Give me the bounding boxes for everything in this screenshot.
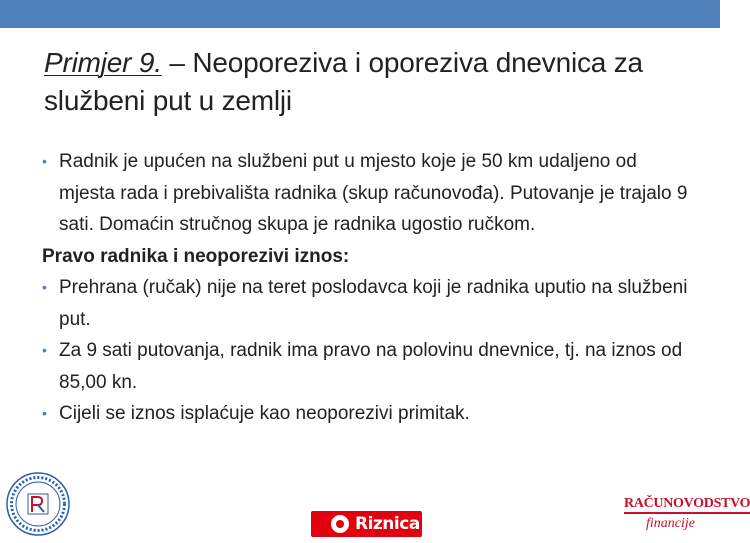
racunovodstvo-financije-logo	[624, 496, 750, 540]
riznica-logo-text: Riznica	[355, 514, 420, 534]
bullet-item	[42, 335, 692, 398]
riznica-logo	[311, 511, 422, 537]
financije-logo-text: financije	[646, 516, 695, 531]
slide-content	[42, 146, 692, 430]
title-prefix: Primjer 9.	[44, 47, 162, 78]
racunovodstvo-logo-text: RAČUNOVODSTVO	[624, 496, 750, 514]
bullet-text: Radnik je upućen na službeni put u mjesto koje je 50 km udaljeno od mjesta rada i prebivališta radnika (skup računovođa). Putovanje je trajalo 9 sati. Domaćin stručnog skupa je radnika ugostio ručkom.	[59, 151, 688, 235]
bullet-item	[42, 398, 692, 430]
bullet-text: Prehrana (ručak) nije na teret poslodavca koji je radnika uputio na službeni put.	[59, 277, 688, 330]
slide-title	[44, 44, 694, 120]
bullet-item	[42, 146, 692, 241]
bullet-item	[42, 272, 692, 335]
bullet-icon: •	[42, 405, 47, 421]
title-rest: – Neoporeziva i oporeziva dnevnica za službeni put u zemlji	[44, 47, 643, 116]
section-heading: Pravo radnika i neoporezivi iznos:	[42, 245, 350, 267]
bullet-icon: •	[42, 153, 47, 169]
association-seal-logo	[4, 470, 72, 538]
riznica-mark-icon	[331, 515, 349, 533]
bullet-icon: •	[42, 342, 47, 358]
bullet-text: Cijeli se iznos isplaćuje kao neoporezivi primitak.	[59, 403, 470, 424]
top-bar	[0, 0, 720, 28]
bullet-text: Za 9 sati putovanja, radnik ima pravo na polovinu dnevnice, tj. na iznos od 85,00 kn.	[59, 340, 683, 393]
bullet-icon: •	[42, 279, 47, 295]
